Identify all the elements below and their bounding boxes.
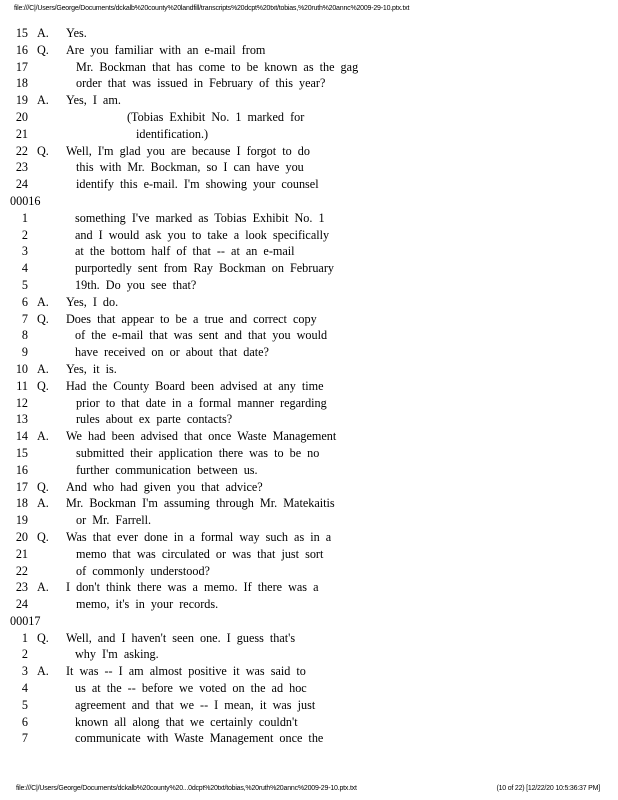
speaker-marker: Q. xyxy=(37,479,49,494)
line-text: or Mr. Farrell. xyxy=(76,513,152,528)
transcript-line xyxy=(10,411,610,428)
line-number: 17 xyxy=(15,479,28,494)
transcript-body xyxy=(10,25,610,747)
line-text: of commonly understood? xyxy=(76,563,210,578)
transcript-line xyxy=(10,327,610,344)
line-number: 6 xyxy=(21,294,28,309)
line-text: have received on or about that date? xyxy=(75,345,269,360)
transcript-line xyxy=(10,109,610,126)
line-number: 14 xyxy=(15,429,28,444)
transcript-line xyxy=(10,730,610,747)
transcript-line xyxy=(10,126,610,143)
line-text: Are you familiar with an e-mail from xyxy=(66,42,266,57)
transcript-line xyxy=(10,59,610,76)
transcript-line xyxy=(10,479,610,496)
transcript-line xyxy=(10,697,610,714)
line-text: submitted their application there was to be no xyxy=(76,445,320,460)
line-text: Well, and I haven't seen one. I guess that's xyxy=(66,630,296,645)
line-number: 18 xyxy=(15,496,28,511)
line-number: 23 xyxy=(15,160,28,175)
line-text: memo that was circulated or was that just sort xyxy=(76,546,324,561)
transcript-line xyxy=(10,92,610,109)
transcript-line xyxy=(10,529,610,546)
speaker-marker: A. xyxy=(37,361,49,376)
line-number: 17 xyxy=(15,59,28,74)
transcript-line xyxy=(10,227,610,244)
transcript-line xyxy=(10,395,610,412)
page-number-marker xyxy=(10,193,610,210)
line-number: 3 xyxy=(21,244,28,259)
line-number: 9 xyxy=(21,345,28,360)
transcript-line xyxy=(10,445,610,462)
line-text: I don't think there was a memo. If there was a xyxy=(66,580,319,595)
transcript-line xyxy=(10,462,610,479)
speaker-marker: A. xyxy=(37,580,49,595)
line-number: 24 xyxy=(15,597,28,612)
line-text: Mr. Bockman that has come to be known as the gag xyxy=(76,59,359,74)
page-number: 00016 xyxy=(10,193,41,208)
line-number: 10 xyxy=(15,361,28,376)
line-text: And who had given you that advice? xyxy=(66,479,263,494)
line-number: 1 xyxy=(21,630,28,645)
speaker-marker: A. xyxy=(37,26,49,40)
line-number: 8 xyxy=(21,328,28,343)
line-text: prior to that date in a formal manner regarding xyxy=(76,395,327,410)
transcript-line xyxy=(10,294,610,311)
speaker-marker: A. xyxy=(37,93,49,108)
transcript-line xyxy=(10,260,610,277)
line-text: Yes. xyxy=(66,26,87,40)
transcript-line xyxy=(10,546,610,563)
line-number: 15 xyxy=(15,445,28,460)
line-text: this with Mr. Bockman, so I can have you xyxy=(76,160,304,175)
line-number: 4 xyxy=(21,681,28,696)
transcript-line xyxy=(10,344,610,361)
line-text: why I'm asking. xyxy=(75,647,159,662)
line-number: 7 xyxy=(21,731,28,746)
transcript-line xyxy=(10,361,610,378)
transcript-line xyxy=(10,277,610,294)
transcript-line xyxy=(10,25,610,42)
file-path-header: file:///C|/Users/George/Documents/dckalb%20county%20landfill/transcripts%20dcpt%20txt/tobias,%20ruth%20annc%2009-29-10.ptx.txt xyxy=(14,5,410,12)
line-text: something I've marked as Tobias Exhibit No. 1 xyxy=(75,210,325,225)
line-number: 19 xyxy=(15,513,28,528)
line-number: 2 xyxy=(21,227,28,242)
line-text: identify this e-mail. I'm showing your counsel xyxy=(76,177,319,192)
transcript-line xyxy=(10,243,610,260)
speaker-marker: A. xyxy=(37,664,49,679)
line-text: Mr. Bockman I'm assuming through Mr. Matekaitis xyxy=(66,496,335,511)
transcript-line xyxy=(10,210,610,227)
line-text: communicate with Waste Management once the xyxy=(75,731,324,746)
line-text: Was that ever done in a formal way such as in a xyxy=(66,529,332,544)
line-text: 19th. Do you see that? xyxy=(75,277,197,292)
line-number: 13 xyxy=(15,412,28,427)
transcript-line xyxy=(10,75,610,92)
line-number: 24 xyxy=(15,177,28,192)
speaker-marker: Q. xyxy=(37,42,49,57)
line-number: 3 xyxy=(21,664,28,679)
line-number: 19 xyxy=(15,93,28,108)
line-text: (Tobias Exhibit No. 1 marked for xyxy=(127,109,305,124)
line-text: Well, I'm glad you are because I forgot to do xyxy=(66,143,310,158)
line-number: 11 xyxy=(16,378,28,393)
line-number: 16 xyxy=(15,42,28,57)
line-text: Had the County Board been advised at any time xyxy=(66,378,324,393)
speaker-marker: Q. xyxy=(37,378,49,393)
transcript-line xyxy=(10,563,610,580)
transcript-line xyxy=(10,159,610,176)
line-text: order that was issued in February of this year? xyxy=(76,76,326,91)
line-number: 15 xyxy=(15,26,28,40)
page-number-marker xyxy=(10,613,610,630)
line-number: 23 xyxy=(15,580,28,595)
speaker-marker: Q. xyxy=(37,143,49,158)
transcript-line xyxy=(10,680,610,697)
line-number: 20 xyxy=(15,109,28,124)
transcript-line xyxy=(10,579,610,596)
speaker-marker: A. xyxy=(37,496,49,511)
transcript-line xyxy=(10,630,610,647)
line-number: 22 xyxy=(15,143,28,158)
transcript-line xyxy=(10,714,610,731)
line-number: 18 xyxy=(15,76,28,91)
speaker-marker: A. xyxy=(37,294,49,309)
line-text: known all along that we certainly couldn't xyxy=(75,714,298,729)
line-text: Yes, I am. xyxy=(66,93,121,108)
line-text: Yes, I do. xyxy=(66,294,119,309)
line-text: Yes, it is. xyxy=(66,361,117,376)
speaker-marker: Q. xyxy=(37,311,49,326)
line-number: 12 xyxy=(15,395,28,410)
transcript-line xyxy=(10,311,610,328)
line-text: us at the -- before we voted on the ad hoc xyxy=(75,681,307,696)
file-path-footer: file:///C|/Users/George/Documents/dckalb%20county%20...0dcpt%20txt/tobias,%20ruth%20annc%2009-29-10.ptx.txt xyxy=(16,785,357,792)
line-number: 7 xyxy=(21,311,28,326)
line-text: identification.) xyxy=(136,126,209,141)
line-number: 22 xyxy=(15,563,28,578)
transcript-line xyxy=(10,495,610,512)
line-text: agreement and that we -- I mean, it was just xyxy=(75,697,316,712)
line-text: memo, it's in your records. xyxy=(76,597,219,612)
line-number: 16 xyxy=(15,462,28,477)
line-text: at the bottom half of that -- at an e-mail xyxy=(75,244,295,259)
page-number: 00017 xyxy=(10,613,41,628)
transcript-line xyxy=(10,42,610,59)
line-number: 4 xyxy=(21,261,28,276)
transcript-line xyxy=(10,512,610,529)
speaker-marker: Q. xyxy=(37,630,49,645)
speaker-marker: Q. xyxy=(37,529,49,544)
transcript-line xyxy=(10,663,610,680)
line-text: Does that appear to be a true and correct copy xyxy=(66,311,317,326)
line-number: 21 xyxy=(15,126,28,141)
speaker-marker: A. xyxy=(37,429,49,444)
transcript-line xyxy=(10,596,610,613)
line-text: of the e-mail that was sent and that you would xyxy=(75,328,328,343)
line-text: purportedly sent from Ray Bockman on February xyxy=(75,261,334,276)
line-number: 5 xyxy=(21,277,28,292)
page-info-footer: (10 of 22) [12/22/20 10:5:36:37 PM] xyxy=(496,785,600,792)
line-number: 21 xyxy=(15,546,28,561)
transcript-line xyxy=(10,378,610,395)
line-text: rules about ex parte contacts? xyxy=(76,412,233,427)
line-text: We had been advised that once Waste Management xyxy=(66,429,337,444)
line-number: 6 xyxy=(21,714,28,729)
line-text: It was -- I am almost positive it was said to xyxy=(66,664,306,679)
transcript-line xyxy=(10,143,610,160)
line-number: 1 xyxy=(21,210,28,225)
line-number: 2 xyxy=(21,647,28,662)
line-number: 20 xyxy=(15,529,28,544)
transcript-line xyxy=(10,176,610,193)
line-text: and I would ask you to take a look specifically xyxy=(75,227,330,242)
line-number: 5 xyxy=(21,697,28,712)
transcript-line xyxy=(10,646,610,663)
transcript-line xyxy=(10,428,610,445)
line-text: further communication between us. xyxy=(76,462,258,477)
